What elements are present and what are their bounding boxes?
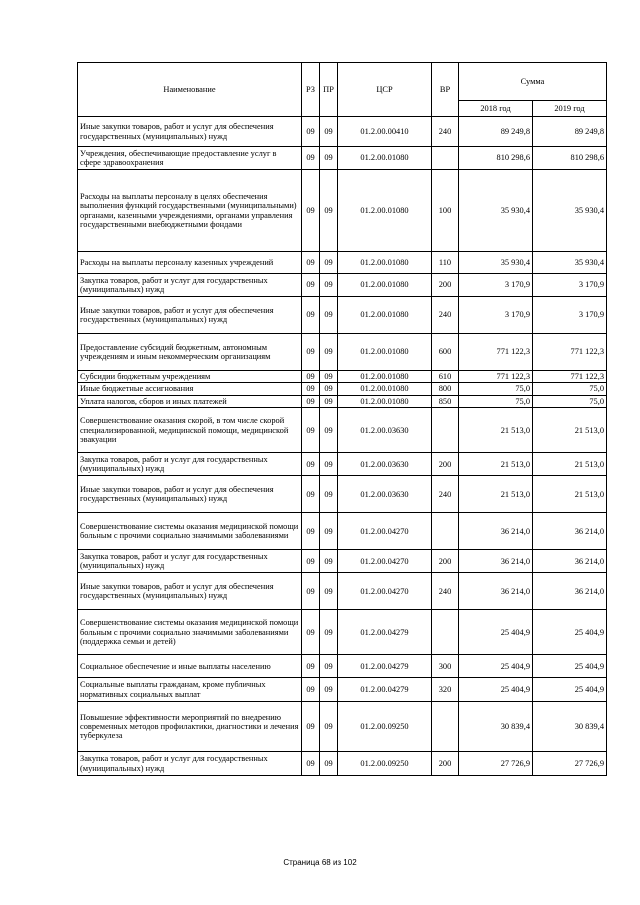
cell-vr: 800 — [432, 383, 459, 395]
cell-rz: 09 — [302, 408, 320, 453]
cell-rz: 09 — [302, 170, 320, 252]
table-row — [78, 252, 607, 274]
cell-name: Социальное обеспечение и иные выплаты населению — [78, 655, 302, 678]
cell-sum-2018: 36 214,0 — [459, 513, 533, 550]
cell-pr: 09 — [320, 655, 338, 678]
table-row — [78, 297, 607, 334]
cell-name: Закупка товаров, работ и услуг для государственных (муниципальных) нужд — [78, 752, 302, 776]
cell-sum-2019: 25 404,9 — [533, 610, 607, 655]
cell-pr: 09 — [320, 395, 338, 407]
table-row — [78, 752, 607, 776]
cell-vr: 240 — [432, 476, 459, 513]
budget-table — [77, 62, 607, 776]
cell-csr: 01.2.00.03630 — [338, 408, 432, 453]
cell-name: Социальные выплаты гражданам, кроме публичных нормативных социальных выплат — [78, 678, 302, 702]
cell-csr: 01.2.00.04270 — [338, 513, 432, 550]
table-row — [78, 334, 607, 371]
cell-csr: 01.2.00.04279 — [338, 655, 432, 678]
header-pr: ПР — [320, 63, 338, 117]
cell-rz: 09 — [302, 453, 320, 476]
cell-sum-2018: 25 404,9 — [459, 678, 533, 702]
cell-sum-2019: 30 839,4 — [533, 702, 607, 752]
cell-rz: 09 — [302, 476, 320, 513]
cell-name: Иные закупки товаров, работ и услуг для обеспечения государственных (муниципальных) нужд — [78, 117, 302, 147]
cell-pr: 09 — [320, 117, 338, 147]
cell-name: Иные бюджетные ассигнования — [78, 383, 302, 395]
cell-csr: 01.2.00.00410 — [338, 117, 432, 147]
cell-vr: 200 — [432, 453, 459, 476]
header-sum: Сумма — [459, 63, 607, 101]
cell-csr: 01.2.00.03630 — [338, 453, 432, 476]
cell-name: Расходы на выплаты персоналу казенных учреждений — [78, 252, 302, 274]
cell-sum-2018: 35 930,4 — [459, 170, 533, 252]
cell-pr: 09 — [320, 274, 338, 297]
cell-sum-2018: 771 122,3 — [459, 371, 533, 383]
header-name: Наименование — [78, 63, 302, 117]
cell-vr: 300 — [432, 655, 459, 678]
cell-vr: 320 — [432, 678, 459, 702]
cell-rz: 09 — [302, 395, 320, 407]
cell-vr — [432, 147, 459, 170]
cell-rz: 09 — [302, 610, 320, 655]
cell-sum-2019: 75,0 — [533, 395, 607, 407]
cell-name: Закупка товаров, работ и услуг для государственных (муниципальных) нужд — [78, 453, 302, 476]
cell-vr: 200 — [432, 550, 459, 573]
cell-sum-2018: 810 298,6 — [459, 147, 533, 170]
cell-name: Закупка товаров, работ и услуг для государственных (муниципальных) нужд — [78, 550, 302, 573]
cell-pr: 09 — [320, 252, 338, 274]
table-row — [78, 513, 607, 550]
cell-vr: 100 — [432, 170, 459, 252]
cell-sum-2018: 89 249,8 — [459, 117, 533, 147]
cell-vr: 850 — [432, 395, 459, 407]
header-year-2018: 2018 год — [459, 101, 533, 117]
cell-csr: 01.2.00.09250 — [338, 702, 432, 752]
cell-csr: 01.2.00.01080 — [338, 395, 432, 407]
cell-csr: 01.2.00.01080 — [338, 371, 432, 383]
cell-vr: 240 — [432, 297, 459, 334]
cell-csr: 01.2.00.04279 — [338, 678, 432, 702]
cell-pr: 09 — [320, 573, 338, 610]
cell-csr: 01.2.00.01080 — [338, 252, 432, 274]
cell-sum-2018: 27 726,9 — [459, 752, 533, 776]
cell-csr: 01.2.00.01080 — [338, 297, 432, 334]
cell-sum-2019: 25 404,9 — [533, 655, 607, 678]
table-header — [78, 63, 607, 117]
cell-vr — [432, 408, 459, 453]
cell-sum-2018: 25 404,9 — [459, 610, 533, 655]
cell-pr: 09 — [320, 476, 338, 513]
cell-sum-2019: 35 930,4 — [533, 170, 607, 252]
cell-rz: 09 — [302, 383, 320, 395]
cell-sum-2019: 27 726,9 — [533, 752, 607, 776]
cell-vr: 240 — [432, 573, 459, 610]
cell-sum-2019: 21 513,0 — [533, 453, 607, 476]
table-row — [78, 395, 607, 407]
cell-sum-2019: 771 122,3 — [533, 371, 607, 383]
cell-sum-2018: 771 122,3 — [459, 334, 533, 371]
cell-name: Закупка товаров, работ и услуг для государственных (муниципальных) нужд — [78, 274, 302, 297]
cell-csr: 01.2.00.04270 — [338, 573, 432, 610]
cell-csr: 01.2.00.01080 — [338, 274, 432, 297]
cell-pr: 09 — [320, 678, 338, 702]
cell-csr: 01.2.00.01080 — [338, 383, 432, 395]
cell-sum-2018: 21 513,0 — [459, 408, 533, 453]
cell-pr: 09 — [320, 513, 338, 550]
cell-sum-2019: 771 122,3 — [533, 334, 607, 371]
table-row — [78, 655, 607, 678]
cell-pr: 09 — [320, 383, 338, 395]
cell-name: Совершенствование оказания скорой, в том числе скорой специализированной, медицинской помощи, медицинской эвакуации — [78, 408, 302, 453]
cell-rz: 09 — [302, 678, 320, 702]
cell-rz: 09 — [302, 513, 320, 550]
cell-vr: 600 — [432, 334, 459, 371]
cell-sum-2019: 25 404,9 — [533, 678, 607, 702]
cell-sum-2018: 75,0 — [459, 395, 533, 407]
cell-rz: 09 — [302, 274, 320, 297]
cell-pr: 09 — [320, 371, 338, 383]
cell-sum-2018: 3 170,9 — [459, 297, 533, 334]
cell-pr: 09 — [320, 408, 338, 453]
cell-pr: 09 — [320, 550, 338, 573]
cell-pr: 09 — [320, 297, 338, 334]
table-row — [78, 453, 607, 476]
cell-csr: 01.2.00.04270 — [338, 550, 432, 573]
cell-sum-2019: 3 170,9 — [533, 297, 607, 334]
cell-name: Совершенствование системы оказания медицинской помощи больным с прочими социально значимыми заболеваниями — [78, 513, 302, 550]
table-row — [78, 550, 607, 573]
cell-pr: 09 — [320, 170, 338, 252]
cell-csr: 01.2.00.01080 — [338, 170, 432, 252]
cell-rz: 09 — [302, 252, 320, 274]
cell-vr: 200 — [432, 274, 459, 297]
cell-rz: 09 — [302, 702, 320, 752]
cell-name: Уплата налогов, сборов и иных платежей — [78, 395, 302, 407]
cell-sum-2018: 25 404,9 — [459, 655, 533, 678]
cell-sum-2019: 810 298,6 — [533, 147, 607, 170]
cell-vr: 610 — [432, 371, 459, 383]
table-row — [78, 678, 607, 702]
cell-sum-2018: 36 214,0 — [459, 573, 533, 610]
cell-csr: 01.2.00.09250 — [338, 752, 432, 776]
cell-sum-2019: 36 214,0 — [533, 573, 607, 610]
cell-csr: 01.2.00.04279 — [338, 610, 432, 655]
cell-vr: 110 — [432, 252, 459, 274]
cell-rz: 09 — [302, 752, 320, 776]
table-body — [78, 117, 607, 776]
cell-sum-2019: 89 249,8 — [533, 117, 607, 147]
cell-sum-2018: 75,0 — [459, 383, 533, 395]
cell-vr — [432, 610, 459, 655]
cell-vr: 200 — [432, 752, 459, 776]
cell-name: Учреждения, обеспечивающие предоставление услуг в сфере здравоохранения — [78, 147, 302, 170]
cell-sum-2019: 21 513,0 — [533, 408, 607, 453]
cell-sum-2019: 3 170,9 — [533, 274, 607, 297]
table-row — [78, 476, 607, 513]
cell-sum-2018: 36 214,0 — [459, 550, 533, 573]
cell-vr — [432, 702, 459, 752]
table-row — [78, 610, 607, 655]
page-number: Страница 68 из 102 — [283, 858, 357, 867]
cell-csr: 01.2.00.01080 — [338, 334, 432, 371]
cell-name: Предоставление субсидий бюджетным, автономным учреждениям и иным некоммерческим организациям — [78, 334, 302, 371]
cell-name: Иные закупки товаров, работ и услуг для обеспечения государственных (муниципальных) нужд — [78, 476, 302, 513]
cell-name: Совершенствование системы оказания медицинской помощи больным с прочими социально значимыми заболеваниями (поддержка семьи и детей) — [78, 610, 302, 655]
cell-rz: 09 — [302, 147, 320, 170]
cell-sum-2018: 21 513,0 — [459, 453, 533, 476]
cell-sum-2019: 36 214,0 — [533, 550, 607, 573]
cell-rz: 09 — [302, 573, 320, 610]
cell-rz: 09 — [302, 655, 320, 678]
cell-name: Расходы на выплаты персоналу в целях обеспечения выполнения функций государственными (муниципальными) органами, казенными учреждениями, органами управления государственными внебюджетными фондами — [78, 170, 302, 252]
table-row — [78, 147, 607, 170]
table-row — [78, 170, 607, 252]
table-row — [78, 383, 607, 395]
cell-name: Иные закупки товаров, работ и услуг для обеспечения государственных (муниципальных) нужд — [78, 297, 302, 334]
cell-sum-2019: 75,0 — [533, 383, 607, 395]
cell-csr: 01.2.00.01080 — [338, 147, 432, 170]
cell-sum-2018: 3 170,9 — [459, 274, 533, 297]
cell-pr: 09 — [320, 147, 338, 170]
cell-csr: 01.2.00.03630 — [338, 476, 432, 513]
cell-sum-2019: 21 513,0 — [533, 476, 607, 513]
header-vr: ВР — [432, 63, 459, 117]
header-year-2019: 2019 год — [533, 101, 607, 117]
cell-sum-2019: 36 214,0 — [533, 513, 607, 550]
cell-rz: 09 — [302, 334, 320, 371]
cell-rz: 09 — [302, 371, 320, 383]
table-row — [78, 573, 607, 610]
table-row — [78, 408, 607, 453]
cell-rz: 09 — [302, 297, 320, 334]
cell-pr: 09 — [320, 453, 338, 476]
header-csr: ЦСР — [338, 63, 432, 117]
cell-name: Повышение эффективности мероприятий по внедрению современных методов профилактики, диагностики и лечения туберкулеза — [78, 702, 302, 752]
cell-rz: 09 — [302, 117, 320, 147]
cell-name: Субсидии бюджетным учреждениям — [78, 371, 302, 383]
cell-sum-2018: 30 839,4 — [459, 702, 533, 752]
cell-pr: 09 — [320, 610, 338, 655]
cell-name: Иные закупки товаров, работ и услуг для обеспечения государственных (муниципальных) нужд — [78, 573, 302, 610]
table-row — [78, 371, 607, 383]
cell-vr — [432, 513, 459, 550]
cell-rz: 09 — [302, 550, 320, 573]
cell-sum-2018: 35 930,4 — [459, 252, 533, 274]
table-row — [78, 274, 607, 297]
table-row — [78, 117, 607, 147]
cell-pr: 09 — [320, 702, 338, 752]
cell-vr: 240 — [432, 117, 459, 147]
cell-sum-2018: 21 513,0 — [459, 476, 533, 513]
table-row — [78, 702, 607, 752]
header-rz: РЗ — [302, 63, 320, 117]
cell-pr: 09 — [320, 752, 338, 776]
cell-sum-2019: 35 930,4 — [533, 252, 607, 274]
cell-pr: 09 — [320, 334, 338, 371]
